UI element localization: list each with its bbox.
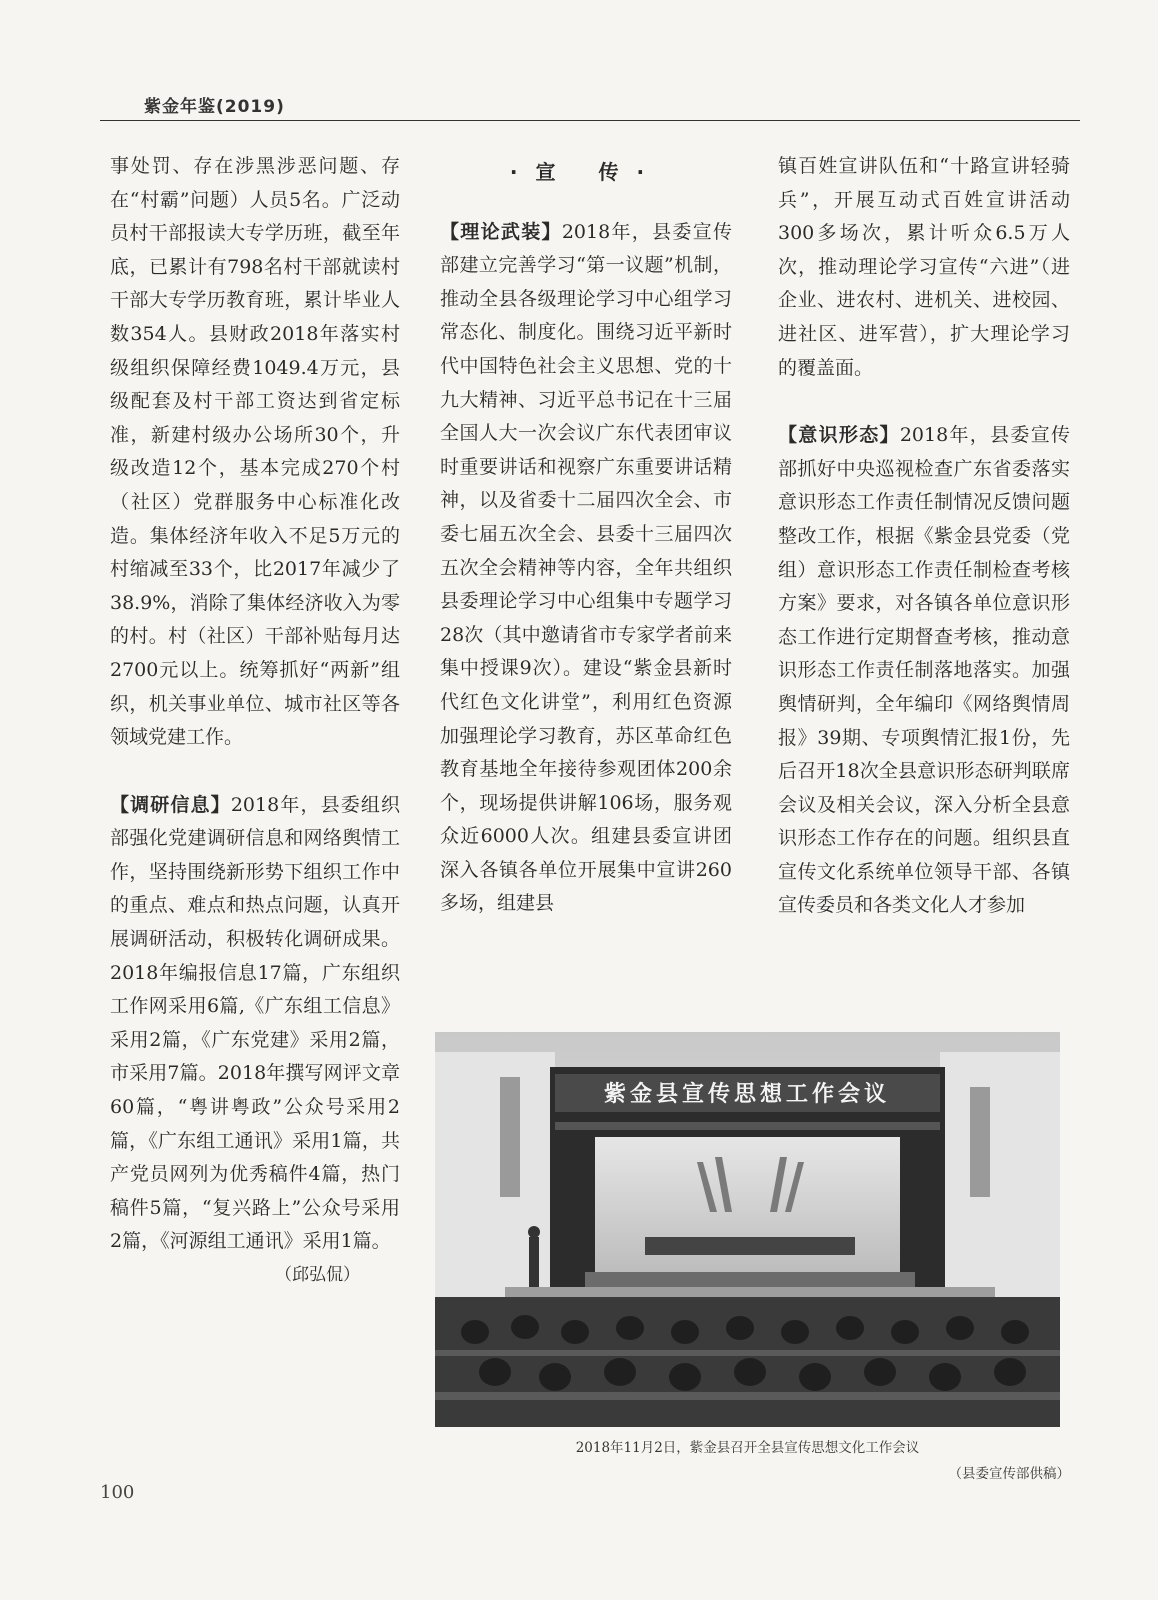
column-right [778, 150, 1070, 923]
theory-body: 2018年，县委宣传部建立完善学习“第一议题”机制，推动全县各级理论学习中心组学习常态化、制度化。围绕习近平新时代中国特色社会主义思想、党的十九大精神、习近平总书记在十三届全国人大一次会议广东代表团审议时重要讲话和视察广东重要讲话精神，以及省委十二届四次全会、市委七届五次全会、县委十三届四次五次全会精神等内容，全年共组织县委理论学习中心组集中专题学习28次（其中邀请省市专家学者前来集中授课9次）。建设“紫金县新时代红色文化讲堂”，利用红色资源加强理论学习教育，苏区革命红色教育基地全年接待参观团体200余个，现场提供讲解106场，服务观众近6000人次。组建县委宣讲团深入各镇各单位开展集中宣讲260多场，组建县 [440, 220, 732, 915]
section-head-theory: 【理论武装】 [440, 220, 562, 243]
paragraph-continuation: 事处罚、存在涉黑涉恶问题、存在“村霸”问题）人员5名。广泛动员村干部报读大专学历班，截至年底，已累计有798名村干部就读村干部大专学历教育班，累计毕业人数354人。县财政2018年落实村级组织保障经费1049.4万元，县级配套及村干部工资达到省定标准，新建村级办公场所30个，升级改造12个，基本完成270个村（社区）党群服务中心标准化改造。集体经济年收入不足5万元的村缩减至33个，比2017年减少了38.9%，消除了集体经济收入为零的村。村（社区）干部补贴每月达2700元以上。统筹抓好“两新”组织，机关事业单位、城市社区等各领域党建工作。 [110, 155, 400, 749]
column-middle [440, 150, 732, 921]
author-signature: （邱弘侃） [275, 1265, 360, 1285]
paragraph-ideology [778, 419, 1070, 923]
banner-text: 紫金县宣传思想工作会议 [603, 1082, 891, 1107]
conference-photo [435, 1032, 1060, 1427]
conference-hall-illustration [435, 1032, 1060, 1427]
section-head-ideology: 【意识形态】 [778, 424, 900, 447]
photo-credit: （县委宣传部供稿） [948, 1466, 1070, 1482]
paragraph-continuation-right: 镇百姓宣讲队伍和“十路宣讲轻骑兵”，开展互动式百姓宣讲活动300多场次，累计听众6.5万人次，推动理论学习宣传“六进”（进企业、进农村、进机关、进校园、进社区、进军营），扩大理论学习的覆盖面。 [778, 155, 1070, 379]
yearbook-title: 紫金年鉴(2019) [144, 97, 285, 117]
paragraph-theory [440, 216, 732, 921]
paragraph-research [110, 789, 400, 1259]
section-title-publicity: ·宣 传· [509, 160, 663, 184]
research-body: 2018年，县委组织部强化党建调研信息和网络舆情工作，坚持围绕新形势下组织工作中的重点、难点和热点问题，认真开展调研活动，积极转化调研成果。2018年编报信息17篇，广东组织工作网采用6篇,《广东组工信息》采用2篇，《广东党建》采用2篇，市采用7篇。2018年撰写网评文章60篇，“粤讲粤政”公众号采用2篇，《广东组工通讯》采用1篇，共产党员网列为优秀稿件4篇，热门稿件5篇，“复兴路上”公众号采用2篇，《河源组工通讯》采用1篇。 [110, 793, 400, 1253]
running-header [100, 90, 1080, 121]
ideology-body: 2018年，县委宣传部抓好中央巡视检查广东省委落实意识形态工作责任制情况反馈问题整改工作，根据《紫金县党委（党组）意识形态工作责任制检查考核方案》要求，对各镇各单位意识形态工作进行定期督查考核，推动意识形态工作责任制落地落实。加强舆情研判，全年编印《网络舆情周报》39期、专项舆情汇报1份，先后召开18次全县意识形态研判联席会议及相关会议，深入分析全县意识形态工作存在的问题。组织县直宣传文化系统单位领导干部、各镇宣传委员和各类文化人才参加 [778, 424, 1070, 917]
column-left [110, 150, 400, 1293]
page-number: 100 [100, 1482, 135, 1503]
section-head-research: 【调研信息】 [110, 793, 231, 816]
photo-caption: 2018年11月2日，紫金县召开全县宣传思想文化工作会议 [575, 1440, 920, 1456]
